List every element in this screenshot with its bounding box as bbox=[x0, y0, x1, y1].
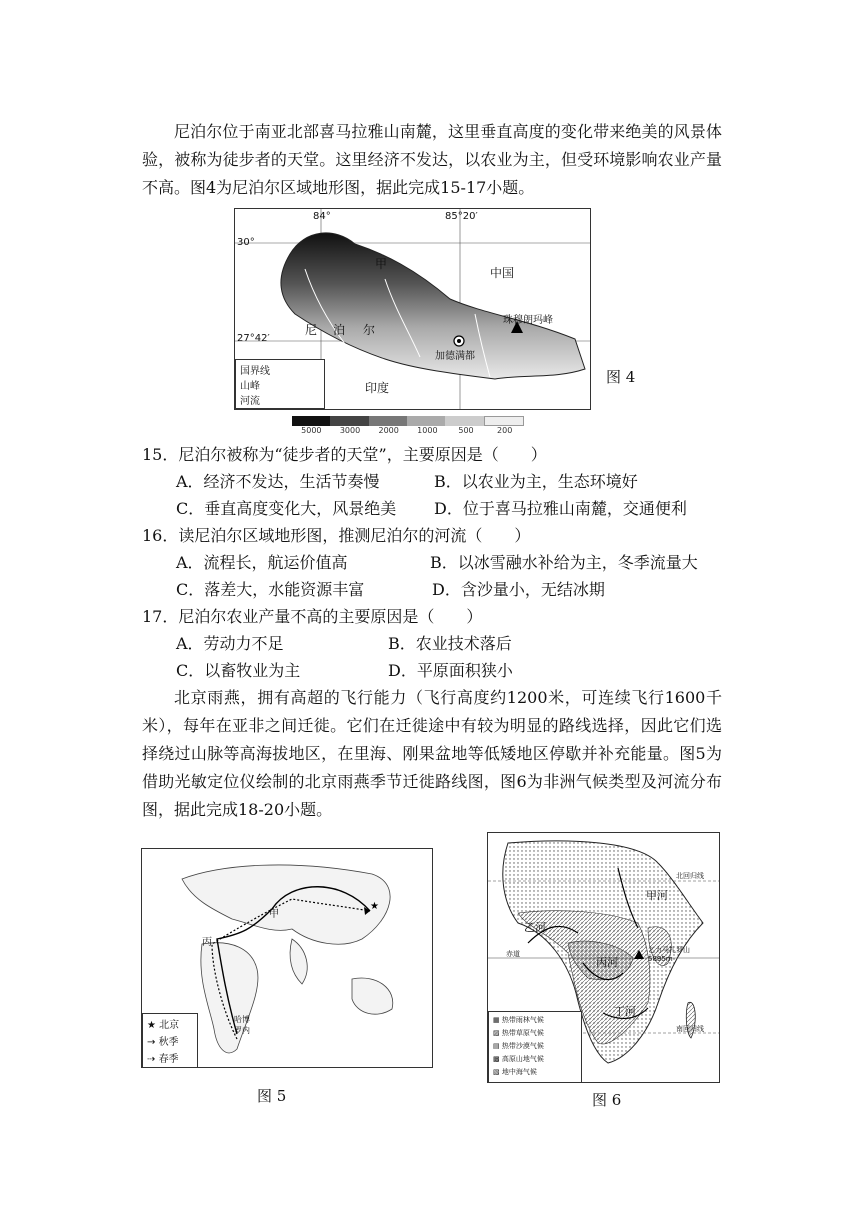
fig6-legend bbox=[488, 1011, 582, 1083]
fig6-river-jia: 甲河 bbox=[646, 889, 668, 902]
scale-3000: 3000 bbox=[339, 426, 361, 435]
label-ni: 尼 bbox=[305, 323, 318, 337]
scale-5000: 5000 bbox=[301, 426, 322, 435]
fig5-legend bbox=[142, 1013, 198, 1068]
fig6-equator: 赤道 bbox=[506, 950, 520, 958]
legend-highland: ▩ 高原山地气候 bbox=[493, 1055, 544, 1063]
scale-500: 500 bbox=[458, 426, 474, 435]
q16-option-d: D．含沙量小，无结冰期 bbox=[432, 580, 605, 599]
figure-5-migration-map bbox=[141, 848, 433, 1068]
figure-6-caption: 图 6 bbox=[592, 1091, 622, 1109]
label-everest: 珠穆朗玛峰 bbox=[503, 315, 553, 326]
label-jia: 甲 bbox=[375, 257, 388, 271]
fig6-river-yi: 乙河 bbox=[524, 921, 546, 934]
q17-option-b: B．农业技术落后 bbox=[388, 634, 512, 653]
legend-desert: ▤ 热带沙漠气候 bbox=[493, 1042, 544, 1050]
fig5-label-bing: 丙 bbox=[202, 937, 212, 948]
q17-option-d: D．平原面积狭小 bbox=[388, 661, 513, 680]
fig5-label-jia: 甲 bbox=[269, 909, 279, 920]
scale-200: 200 bbox=[497, 426, 513, 435]
scale-2000: 2000 bbox=[378, 426, 399, 435]
fig6-kilimanjaro: 乞力马扎罗山 bbox=[648, 946, 690, 954]
fig6-tropic-cancer: 北回归线 bbox=[676, 872, 704, 880]
q16-option-c: C．落差大，水能资源丰富 bbox=[176, 580, 365, 599]
label-kathmandu: 加德满都 bbox=[435, 351, 475, 362]
legend-autumn: → 秋季 bbox=[147, 1037, 179, 1048]
fig5-label-gaborone: 哈博罗内 bbox=[234, 1015, 250, 1035]
legend-beijing: ★ 北京 bbox=[147, 1020, 180, 1031]
q15-stem: 15．尼泊尔被称为“徒步者的天堂”，主要原因是（ ） bbox=[142, 445, 547, 464]
legend-rainforest: ▦ 热带雨林气候 bbox=[493, 1016, 544, 1024]
q15-option-d: D．位于喜马拉雅山南麓，交通便利 bbox=[434, 499, 687, 518]
q17-option-a: A．劳动力不足 bbox=[176, 634, 284, 653]
label-china: 中国 bbox=[490, 266, 515, 280]
q17-stem: 17．尼泊尔农业产量不高的主要原因是（ ） bbox=[142, 607, 483, 626]
q16-option-a: A．流程长，航运价值高 bbox=[176, 553, 348, 572]
figure-5-caption: 图 5 bbox=[257, 1087, 287, 1105]
fig6-river-ding: 丁河 bbox=[614, 1005, 636, 1018]
fig4-legend bbox=[235, 359, 325, 409]
legend-savanna: ▨ 热带草原气候 bbox=[493, 1029, 544, 1037]
q17-option-c: C．以畜牧业为主 bbox=[176, 661, 301, 680]
scale-1000: 1000 bbox=[417, 426, 438, 435]
q15-option-a: A．经济不发达，生活节奏慢 bbox=[176, 472, 380, 491]
label-india: 印度 bbox=[365, 381, 390, 395]
legend-spring: ⇢ 春季 bbox=[147, 1054, 179, 1065]
lon-8520-label: 85°20′ bbox=[445, 211, 478, 222]
elevation-scale bbox=[292, 416, 524, 440]
figure-4-caption: 图 4 bbox=[606, 368, 636, 386]
legend-mediterranean: ▧ 地中海气候 bbox=[493, 1068, 537, 1076]
q15-option-c: C．垂直高度变化大，风景绝美 bbox=[176, 499, 397, 518]
svg-text:★: ★ bbox=[370, 901, 379, 912]
figure-4-nepal-map bbox=[234, 208, 591, 410]
intro-paragraph-2: 北京雨燕，拥有高超的飞行能力（飞行高度约1200米，可连续飞行1600千米），每年在亚非之间迁徙。它们在迁徙途中有较为明显的路线选择，因此它们选择绕过山脉等高海拔地区，在里海、刚果盆地等低矮地区停歇并补充能量。图5为借助光敏定位仪绘制的北京雨燕季节迁徙路线图，图6为非洲气候类型及河流分布图，据此完成18-20小题。 bbox=[142, 688, 722, 819]
legend-river: 河流 bbox=[240, 396, 260, 407]
figure-6-africa-climate-map bbox=[487, 832, 720, 1083]
lat-2742-label: 27°42′ bbox=[237, 333, 270, 344]
q16-option-b: B．以冰雪融水补给为主，冬季流量大 bbox=[430, 553, 698, 572]
legend-border: 国界线 bbox=[240, 366, 270, 377]
lon-84-label: 84° bbox=[313, 211, 331, 222]
q15-option-b: B．以农业为主，生态环境好 bbox=[434, 472, 638, 491]
label-bo: 泊 bbox=[333, 323, 346, 337]
lat-30-label: 30° bbox=[237, 237, 255, 248]
intro-paragraph-1: 尼泊尔位于南亚北部喜马拉雅山南麓，这里垂直高度的变化带来绝美的风景体验，被称为徒步者的天堂。这里经济不发达，以农业为主，但受环境影响农业产量不高。图4为尼泊尔区域地形图，据此完成15-17小题。 bbox=[142, 122, 722, 197]
label-er: 尔 bbox=[363, 323, 376, 337]
q16-stem: 16．读尼泊尔区域地形图，推测尼泊尔的河流（ ） bbox=[142, 526, 531, 545]
fig6-kilimanjaro-height: 5895m bbox=[648, 955, 673, 963]
legend-peak: 山峰 bbox=[240, 381, 260, 392]
fig6-tropic-capricorn: 南回归线 bbox=[676, 1025, 704, 1033]
fig6-river-bing: 丙河 bbox=[596, 956, 618, 969]
